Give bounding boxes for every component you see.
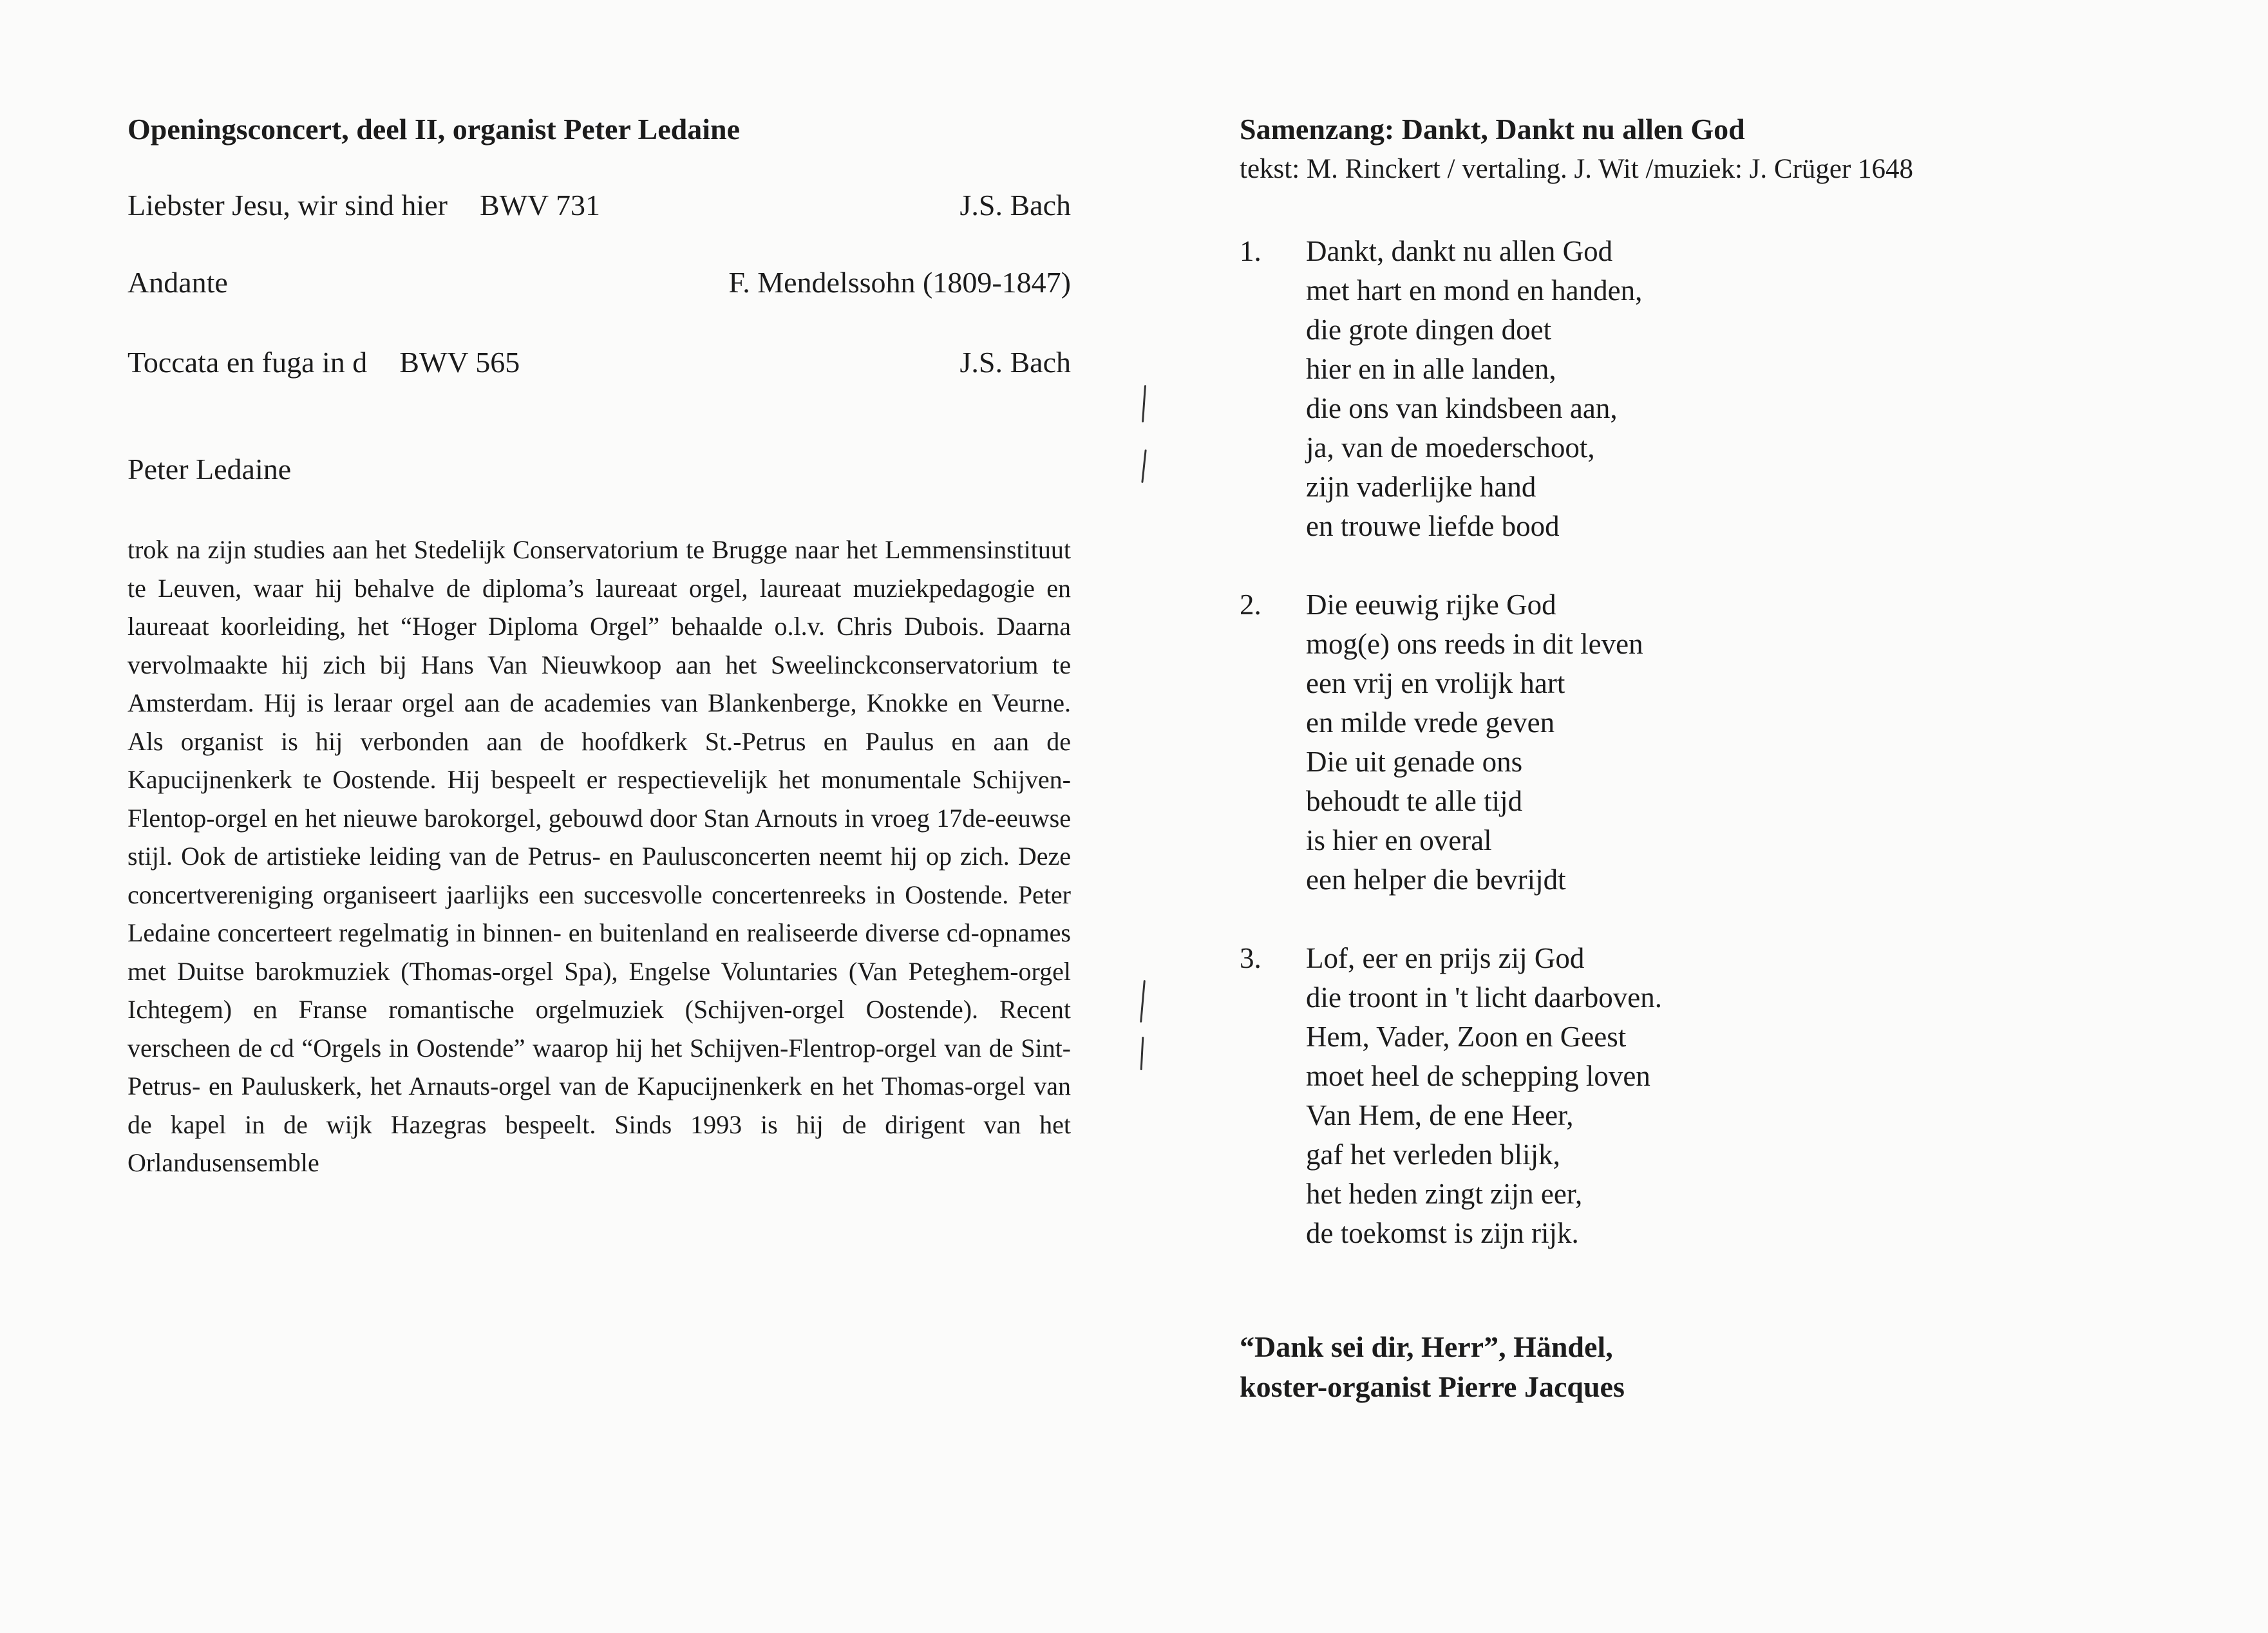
verse-lines [1306,585,2141,900]
verse-line: behoudt te alle tijd [1306,785,1523,817]
verse-line: ja, van de moederschoot, [1306,431,1595,464]
verse-line: gaf het verleden blijk, [1306,1138,1560,1171]
verse [1240,232,2141,546]
verse-line: de toekomst is zijn rijk. [1306,1217,1579,1249]
verse-line: en trouwe liefde bood [1306,510,1560,542]
verse-line: een helper die bevrijdt [1306,864,1566,896]
verse-line: is hier en overal [1306,824,1492,856]
verse-line: die troont in 't licht daarboven. [1306,981,1662,1014]
verse-line: die grote dingen doet [1306,314,1552,346]
verse-number: 3. [1240,942,1262,974]
hymn-title: Samenzang: Dankt, Dankt nu allen God [1240,113,1745,146]
performer-name: Peter Ledaine [128,453,292,486]
verse-lines [1306,939,2141,1253]
closing-line: koster-organist Pierre Jacques [1240,1370,1625,1403]
verse-number: 1. [1240,235,1262,267]
verse-line: moet heel de schepping loven [1306,1060,1650,1092]
fold-mark [1140,1037,1144,1070]
verse-line: Hem, Vader, Zoon en Geest [1306,1021,1627,1053]
verse-number: 2. [1240,589,1262,621]
piece-title: Liebster Jesu, wir sind hier [128,189,448,222]
verse-line: en milde vrede geven [1306,706,1555,739]
verse-line: Die uit genade ons [1306,746,1523,778]
verse-line: het heden zingt zijn eer, [1306,1178,1583,1210]
verse-line: Van Hem, de ene Heer, [1306,1099,1574,1131]
right-column [1240,109,2141,1407]
program-item [128,343,1071,382]
piece-composer: J.S. Bach [959,346,1071,379]
piece-catalog: BWV 565 [399,346,520,379]
closing-line: “Dank sei dir, Herr”, Händel, [1240,1330,1613,1363]
verse-line: mog(e) ons reeds in dit leven [1306,628,1643,660]
performer-bio: trok na zijn studies aan het Stedelijk Conservatorium te Brugge naar het Lemmensinstituut te Leuven, waar hij behalve de diploma’s laureaat orgel, laureaat muziekpedagogie en laureaat koorleiding, het “Hoger Diploma Orgel” behaalde o.l.v. Chris Dubois. Daarna vervolmaakte hij zich bij Hans Van Nieuwkoop aan het Sweelinckconservatorium te Amsterdam. Hij is leraar orgel aan de academies van Blankenberge, Knokke en Veurne. Als organist is hij verbonden aan de hoofdkerk St.-Petrus en Paulus en aan de Kapucijnenkerk te Oostende. Hij bespeelt er respectievelijk het monumentale Schijven-Flentop-orgel en het nieuwe barokorgel, gebouwd door Stan Arnouts in vroeg 17de-eeuwse stijl. Ook de artistieke leiding van de Petrus- en Paulusconcerten neemt hij op zich. Deze concertvereniging organiseert jaarlijks een succesvolle concertenreeks in Oostende. Peter Ledaine concerteert regelmatig in binnen- en buitenland en realiseerde diverse cd-opnames met Duitse barokmuziek (Thomas-orgel Spa), Engelse Voluntaries (Van Peteghem-orgel Ichtegem) en Franse romantische orgelmuziek (Schijven-orgel Oostende). Recent verscheen de cd “Orgels in Oostende” waarop hij het Schijven-Flentrop-orgel van de Sint-Petrus- en Pauluskerk, het Arnauts-orgel van de Kapucijnenkerk en het Thomas-orgel van de kapel in de wijk Hazegras bespeelt. Sinds 1993 is hij de dirigent van het Orlandusensemble [128,535,1071,1177]
program-item [128,263,1071,303]
left-column [128,109,1071,1182]
verse [1240,939,2141,1253]
closing-item [1240,1327,2141,1407]
piece-title: Toccata en fuga in d [128,346,368,379]
concert-title: Openingsconcert, deel II, organist Peter Ledaine [128,113,740,146]
verse-line: hier en in alle landen, [1306,353,1556,385]
verse-line: Dankt, dankt nu allen God [1306,235,1613,267]
piece-title: Andante [128,266,228,299]
hymn-credit: tekst: M. Rinckert / vertaling. J. Wit /muziek: J. Crüger 1648 [1240,154,1914,184]
verse-line: zijn vaderlijke hand [1306,471,1536,503]
verse-line: Die eeuwig rijke God [1306,589,1556,621]
fold-mark [1141,449,1146,483]
verse [1240,585,2141,900]
fold-mark [1142,385,1146,422]
piece-catalog: BWV 731 [479,189,600,222]
fold-mark [1140,980,1146,1023]
verse-line: met hart en mond en handen, [1306,274,1643,307]
program-item [128,185,1071,225]
verse-lines [1306,232,2141,546]
verse-line: die ons van kindsbeen aan, [1306,392,1618,424]
verse-line: Lof, eer en prijs zij God [1306,942,1585,974]
verse-line: een vrij en vrolijk hart [1306,667,1565,699]
piece-composer: F. Mendelssohn (1809-1847) [728,266,1071,299]
piece-composer: J.S. Bach [959,189,1071,222]
